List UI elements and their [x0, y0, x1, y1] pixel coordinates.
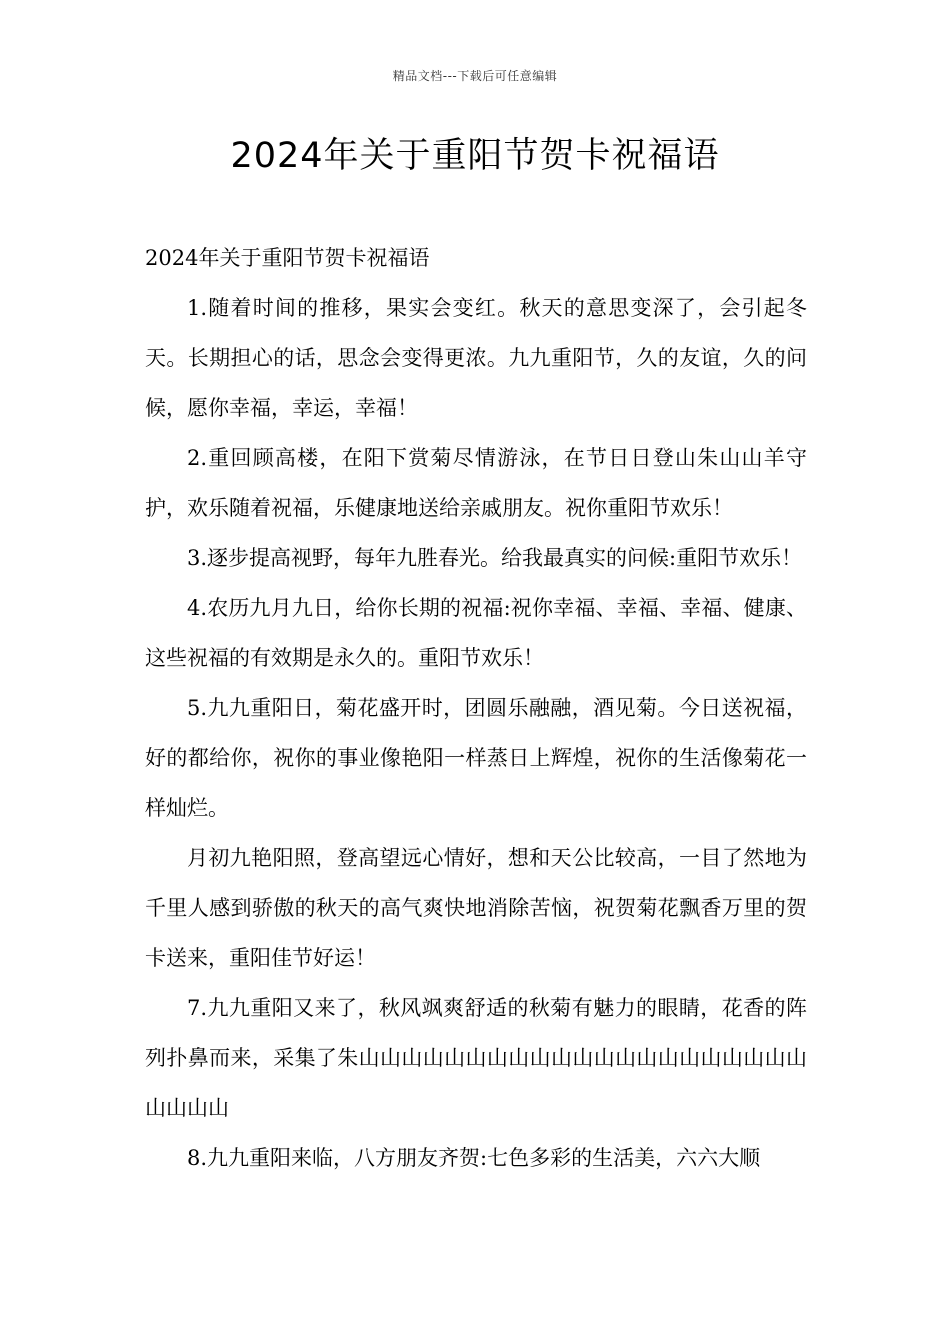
paragraph: 1.随着时间的推移，果实会变红。秋天的意思变深了，会引起冬天。长期担心的话，思念会变得更浓。九九重阳节，久的友谊，久的问候，愿你幸福，幸运，幸福！: [145, 296, 807, 420]
paragraph: 7.九九重阳又来了，秋风飒爽舒适的秋菊有魅力的眼睛，花香的阵列扑鼻而来，采集了朱山山山山山山山山山山山山山山山山山山山山山山山山山: [145, 996, 807, 1120]
paragraph: 2.重回顾高楼，在阳下赏菊尽情游泳，在节日日登山朱山山羊守护，欢乐随着祝福，乐健康地送给亲戚朋友。祝你重阳节欢乐！: [145, 446, 807, 520]
header-note: 精品文档---下载后可任意编辑: [392, 69, 558, 83]
paragraph: 4.农历九月九日，给你长期的祝福:祝你幸福、幸福、幸福、健康、这些祝福的有效期是永久的。重阳节欢乐！: [145, 596, 807, 670]
document-body: [145, 233, 807, 1183]
paragraph: 5.九九重阳日，菊花盛开时，团圆乐融融，酒见菊。今日送祝福，好的都给你，祝你的事业像艳阳一样蒸日上辉煌，祝你的生活像菊花一样灿烂。: [145, 696, 807, 820]
document-title: 2024年关于重阳节贺卡祝福语: [230, 136, 720, 176]
body-heading: 2024年关于重阳节贺卡祝福语: [145, 246, 430, 270]
paragraph: 3.逐步提高视野，每年九胜春光。给我最真实的问候:重阳节欢乐！: [187, 546, 803, 570]
paragraph: 8.九九重阳来临，八方朋友齐贺:七色多彩的生活美，六六大顺: [187, 1146, 761, 1170]
paragraph: 月初九艳阳照，登高望远心情好，想和天公比较高，一目了然地为千里人感到骄傲的秋天的高气爽快地消除苦恼，祝贺菊花飘香万里的贺卡送来，重阳佳节好运！: [145, 846, 807, 970]
